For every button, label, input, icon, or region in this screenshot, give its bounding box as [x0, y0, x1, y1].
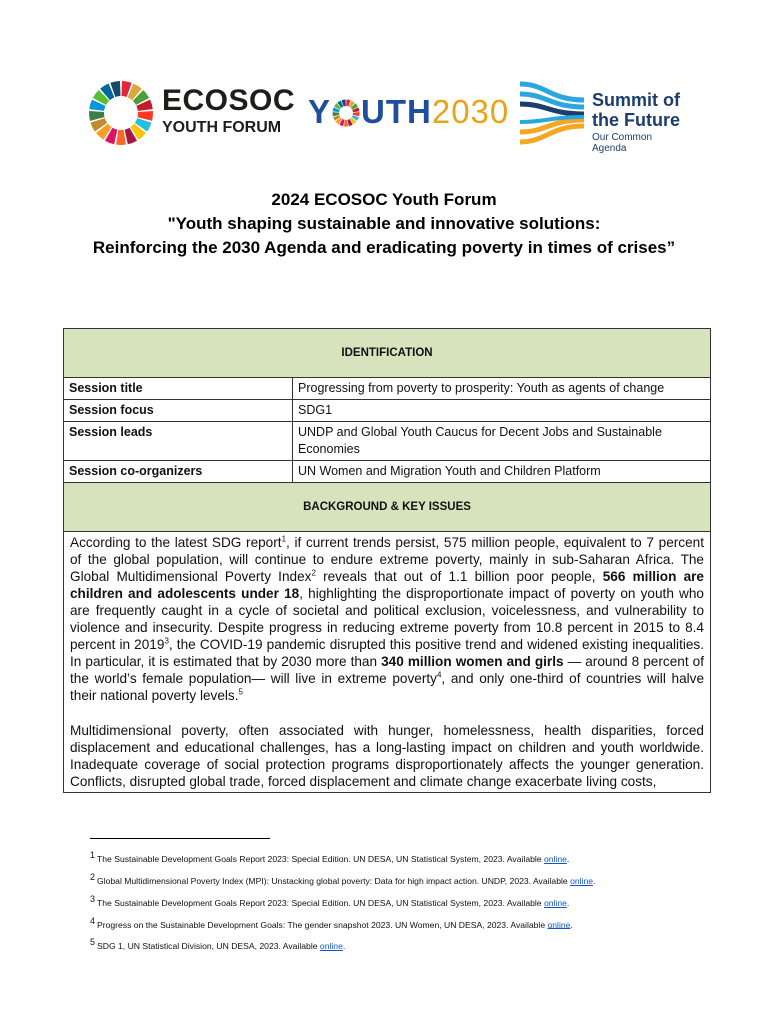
- ecosoc-youth-forum-logo: [88, 78, 296, 148]
- footnote-number: 5: [90, 937, 96, 948]
- identification-header: IDENTIFICATION: [64, 329, 711, 378]
- footnote-ref[interactable]: 4: [436, 670, 442, 680]
- footnote-link[interactable]: online: [547, 919, 571, 930]
- sdg-wheel-segment: [116, 130, 126, 145]
- youth-y: Y: [308, 93, 332, 130]
- footnote-separator: [90, 838, 270, 839]
- text-span: reveals that out of 1.1 billion poor people,: [315, 569, 603, 584]
- row-label: Session focus: [64, 400, 293, 422]
- row-value: SDG1: [293, 400, 711, 422]
- table-row: [64, 422, 711, 461]
- footnote: [90, 890, 728, 912]
- row-label: Session title: [64, 378, 293, 400]
- background-paragraph-2: Multidimensional poverty, often associated with hunger, homelessness, health disparities, forced displacement and educational challenges, has a long-lasting impact on children and youth worldwide. Inadequate coverage of social protection programs disproportionately affects the younger generation. Conflicts, disrupted global trade, forced displacement and climate change exacerbate living costs,: [70, 723, 704, 789]
- footnote-end: .: [593, 875, 596, 886]
- table-row: [64, 461, 711, 483]
- youth-uth: UTH: [361, 93, 432, 130]
- footnote-number: 2: [90, 871, 96, 882]
- summit-arrows-icon: [516, 80, 588, 146]
- identification-table: [63, 328, 711, 793]
- summit-line2: the Future: [592, 110, 680, 130]
- row-value: Progressing from poverty to prosperity: Youth as agents of change: [293, 378, 711, 400]
- footnote-number: 1: [90, 850, 96, 860]
- ecosoc-subtitle: YOUTH FORUM: [162, 119, 282, 136]
- ecosoc-title: ECOSOC: [162, 84, 296, 117]
- footnote-text: SDG 1, UN Statistical Division, UN DESA, 2023. Available: [97, 941, 320, 952]
- footnote-text: The Sustainable Development Goals Report 2023: Special Edition. UN DESA, UN Statistical System, 2023. Available: [97, 853, 544, 864]
- footnote-ref[interactable]: 5: [238, 687, 243, 697]
- row-value: UNDP and Global Youth Caucus for Decent Jobs and Sustainable Economies: [293, 422, 711, 461]
- youth2030-logo: [308, 92, 510, 132]
- footnote: [90, 846, 728, 868]
- row-label: Session leads: [64, 422, 293, 461]
- sdg-wheel-icon: [88, 80, 154, 146]
- document-title: [40, 188, 728, 260]
- youth-o-sdg-wheel-icon: [332, 99, 360, 127]
- background-paragraph-1: [70, 534, 704, 704]
- row-value: UN Women and Migration Youth and Children Platform: [293, 461, 711, 483]
- footnote-number: 4: [90, 915, 96, 926]
- text-span: , and only one-third of countries will halve their national poverty levels.: [70, 671, 705, 703]
- footnote-link[interactable]: online: [543, 853, 567, 864]
- footnote-ref[interactable]: 1: [281, 534, 287, 544]
- row-label: Session co-organizers: [64, 461, 293, 483]
- footnote-text: Global Multidimensional Poverty Index (MPI): Unstacking global poverty: Data for high impact action. UNDP, 2023. Available: [97, 875, 571, 886]
- text-span: — around 8 percent of the world’s female population— will live in extreme poverty: [70, 654, 704, 686]
- logo-bar: [88, 78, 680, 154]
- footnote-end: .: [566, 853, 570, 864]
- title-line-2: "Youth shaping sustainable and innovative solutions:: [167, 214, 601, 233]
- footnote: [90, 868, 728, 890]
- footnote-text: The Sustainable Development Goals Report 2023: Special Edition. UN DESA, UN Statistical System, 2023. Available: [97, 897, 544, 908]
- title-line-3: Reinforcing the 2030 Agenda and eradicating poverty in times of crises”: [92, 238, 676, 257]
- footnote: [90, 912, 728, 934]
- youth-2030: 2030: [431, 93, 510, 130]
- title-line-1: 2024 ECOSOC Youth Forum: [271, 190, 497, 209]
- footnote-ref[interactable]: 3: [164, 636, 169, 646]
- footnote-link[interactable]: online: [570, 875, 594, 886]
- table-row: [64, 378, 711, 400]
- footnote-text: Progress on the Sustainable Development Goals: The gender snapshot 2023. UN Women, UN DESA, 2023. Available: [97, 919, 548, 930]
- table-row: [64, 400, 711, 422]
- bold-text: 566 million are children and adolescents under 18: [70, 569, 704, 601]
- sdg-wheel-segment: [344, 120, 348, 127]
- text-span: According to the latest SDG report: [70, 535, 282, 550]
- background-body: [64, 532, 711, 793]
- summit-line1: Summit of: [592, 90, 680, 110]
- footnote-end: .: [342, 941, 346, 952]
- footnote-link[interactable]: online: [543, 897, 567, 908]
- footnotes: [90, 846, 728, 955]
- summit-of-the-future-logo: [516, 78, 686, 154]
- bold-text: 340 million women and girls: [381, 654, 564, 669]
- text-span: , highlighting the disproportionate impact of poverty on youth who are frequently caught in a cycle of societal and political exclusion, voicelessness, and vulnerability to violence and insecurity. Despite progress in reducing extreme poverty from 10.8 percent in 2015 to 8.4 percent in 2019: [70, 586, 704, 652]
- footnote-link[interactable]: online: [319, 941, 343, 952]
- footnote-number: 3: [90, 893, 96, 904]
- footnote: [90, 933, 728, 955]
- text-span: , if current trends persist, 575 million people, equivalent to 7 percent of the global population, will continue to endure extreme poverty, mainly in sub-Saharan Africa. The Global Multidimensional Poverty Index: [70, 535, 705, 584]
- text-span: , the COVID-19 pandemic disrupted this positive trend and widened existing inequalities. In particular, it is estimated that by 2030 more than: [70, 637, 705, 669]
- background-header: BACKGROUND & KEY ISSUES: [64, 483, 711, 532]
- summit-tagline: Our Common Agenda: [592, 132, 653, 154]
- footnote-ref[interactable]: 2: [311, 568, 316, 578]
- footnote-end: .: [566, 897, 570, 908]
- footnote-end: .: [570, 919, 573, 930]
